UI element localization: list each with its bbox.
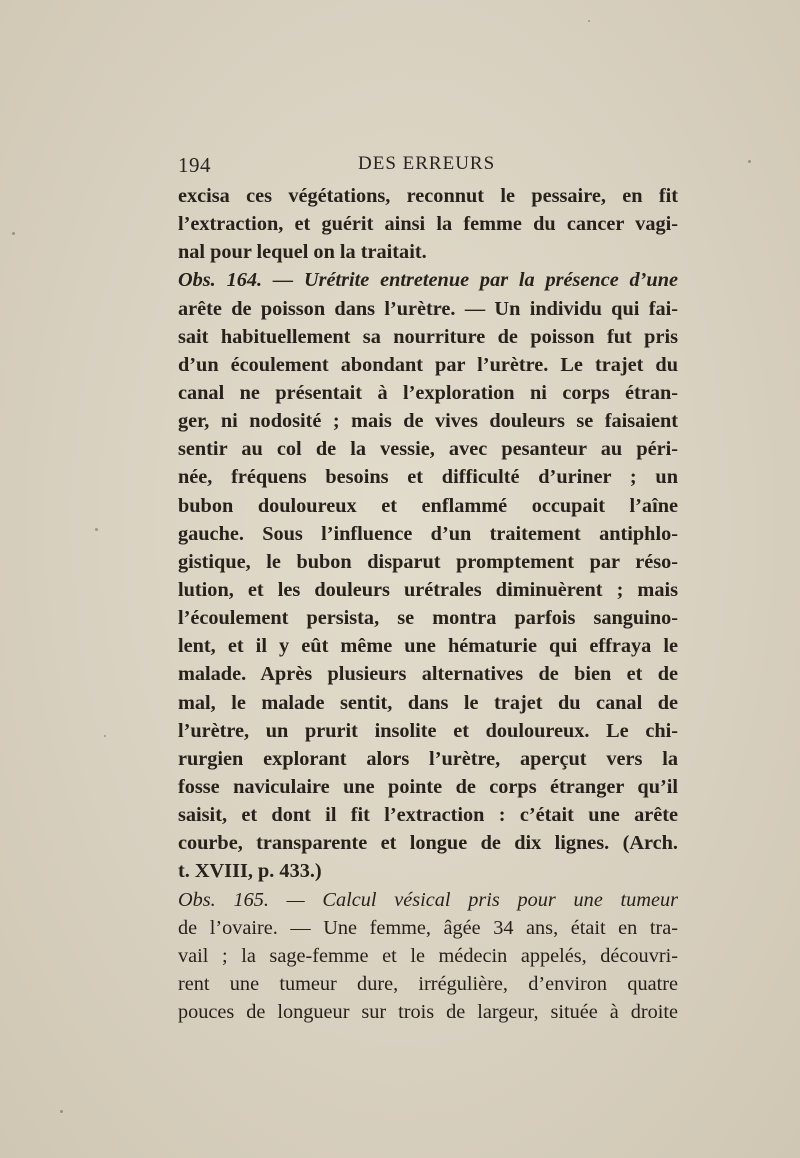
paper-speck — [104, 735, 106, 737]
page-number: 194 — [178, 153, 211, 177]
text-line: l’extraction, et guérit ainsi la femme du cancer vagi- — [178, 213, 678, 236]
text-line: gauche. Sous l’influence d’un traitement antiphlo- — [178, 522, 678, 545]
text-line: Obs. 164. — Urétrite entretenue par la présence d’une — [178, 269, 678, 292]
text-line: gistique, le bubon disparut promptement par réso- — [178, 550, 678, 573]
text-line: canal ne présentait à l’exploration ni corps étran- — [178, 381, 678, 404]
paper-speck — [12, 232, 15, 235]
text-line: nal pour lequel on la traitait. — [178, 241, 427, 264]
page-header — [178, 153, 678, 179]
text-line: mal, le malade sentit, dans le trajet du canal de — [178, 691, 678, 714]
text-line: fosse naviculaire une pointe de corps étranger qu’il — [178, 775, 678, 798]
text-line: l’urètre, un prurit insolite et douloureux. Le chi- — [178, 719, 678, 742]
paper-speck — [588, 20, 590, 22]
text-line: Obs. 165. — Calcul vésical pris pour une tumeur — [178, 888, 678, 911]
text-line: rurgien explorant alors l’urètre, aperçut vers la — [178, 747, 678, 770]
text-line: d’un écoulement abondant par l’urètre. Le trajet du — [178, 353, 678, 376]
text-line: sait habituellement sa nourriture de poisson fut pris — [178, 325, 678, 348]
body-text — [178, 182, 678, 1026]
text-line: de l’ovaire. — Une femme, âgée 34 ans, était en tra- — [178, 916, 678, 939]
running-head: DES ERREURS — [358, 153, 496, 174]
text-line: malade. Après plusieurs alternatives de bien et de — [178, 663, 678, 686]
text-line: rent une tumeur dure, irrégulière, d’environ quatre — [178, 972, 678, 995]
text-line: ger, ni nodosité ; mais de vives douleurs se faisaient — [178, 410, 678, 433]
paper-speck — [748, 160, 751, 163]
paper-speck — [60, 1110, 63, 1113]
text-line: lution, et les douleurs urétrales diminuèrent ; mais — [178, 578, 678, 601]
text-line: courbe, transparente et longue de dix lignes. (Arch. — [178, 832, 678, 855]
text-line: née, fréquens besoins et difficulté d’uriner ; un — [178, 466, 678, 489]
text-line: lent, et il y eût même une hématurie qui effraya le — [178, 635, 678, 658]
text-line: sentir au col de la vessie, avec pesanteur au péri- — [178, 438, 678, 461]
paper-speck — [95, 528, 98, 531]
text-line: saisit, et dont il fit l’extraction : c’était une arête — [178, 804, 678, 827]
text-line: bubon douloureux et enflammé occupait l’aîne — [178, 494, 678, 517]
text-line: pouces de longueur sur trois de largeur, située à droite — [178, 1001, 678, 1024]
text-line: vail ; la sage-femme et le médecin appelés, découvri- — [178, 944, 678, 967]
text-line: arête de poisson dans l’urètre. — Un individu qui fai- — [178, 297, 678, 320]
text-line: excisa ces végétations, reconnut le pessaire, en fit — [178, 185, 678, 207]
text-line: l’écoulement persista, se montra parfois sanguino- — [178, 607, 678, 630]
text-line: t. XVIII, p. 433.) — [178, 860, 322, 883]
